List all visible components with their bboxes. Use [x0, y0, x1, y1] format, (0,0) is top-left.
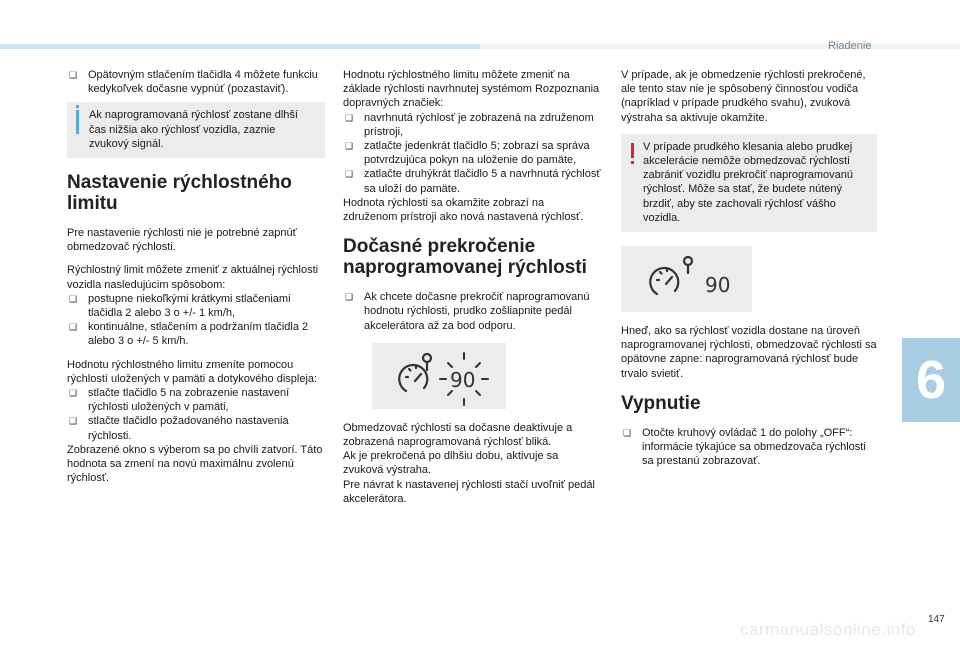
paragraph: Hneď, ako sa rýchlosť vozidla dostane na úroveň naprogramovanej rýchlosti, obmedzovač rýchlosti sa opätovne zapne: naprogramovaná rýchlosť bude trvalo svietiť. — [621, 325, 877, 380]
bullet-item: ❑ kontinuálne, stlačením a podržaním tlačidla 2 alebo 3 o +/- 5 km/h. — [67, 320, 325, 348]
bullet-item: ❑ Otočte kruhový ovládač 1 do polohy „OFF“: informácie týkajúce sa obmedzovača rýchlosti sa prestanú zobrazovať. — [621, 426, 877, 469]
figure-speed-value: 90 — [705, 273, 731, 298]
info-icon — [76, 105, 79, 108]
bullet-item: ❑ zatlačte jedenkrát tlačidlo 5; zobrazí sa správa potvrdzujúca pokyn na uloženie do pamäte, — [343, 139, 601, 167]
header-bar-right — [480, 44, 960, 49]
warning-icon — [631, 143, 634, 158]
info-note — [67, 102, 325, 158]
paragraph: Zobrazené okno s výberom sa po chvíli zatvorí. Táto hodnota sa zmení na novú maximálnu zvolenú rýchlosť. — [67, 443, 323, 485]
column-2 — [343, 68, 601, 515]
paragraph: Pre návrat k nastavenej rýchlosti stačí uvoľniť pedál akcelerátora. — [343, 478, 595, 505]
bullet-item: ❑ stlačte tlačidlo 5 na zobrazenie nastavení rýchlosti uložených v pamäti, — [67, 386, 325, 414]
speed-limiter-icon — [372, 343, 506, 409]
figure-speed-limiter-steady — [621, 246, 752, 312]
paragraph: Hodnotu rýchlostného limitu zmeníte pomocou rýchlostí uložených v pamäti a dotykového displeja: — [67, 358, 318, 385]
bullet-item: ❑ stlačte tlačidlo požadovaného nastavenia rýchlosti. — [67, 414, 325, 442]
bullet-item: ❑ postupne niekoľkými krátkymi stlačeniami tlačidla 2 alebo 3 o +/- 1 km/h, — [67, 292, 325, 320]
chapter-title: Riadenie — [828, 40, 872, 52]
bullet-item: ❑ navrhnutá rýchlosť je zobrazená na združenom prístroji, — [343, 111, 601, 139]
warning-note — [621, 134, 877, 232]
figure-speed-value: 90 — [450, 367, 476, 392]
watermark: carmanualsonline.info — [740, 620, 916, 639]
paragraph: Ak je prekročená po dlhšiu dobu, aktivuje sa zvuková výstraha. — [343, 450, 559, 477]
column-1 — [67, 68, 325, 494]
column-3 — [621, 68, 877, 468]
page-number: 147 — [928, 614, 945, 625]
paragraph: Hodnotu rýchlostného limitu môžete zmeniť na základe rýchlosti navrhnutej systémom Rozpoznania dopravných značiek: — [343, 69, 600, 110]
info-note-text: Ak naprogramovaná rýchlosť zostane dlhší čas nižšia ako rýchlosť vozidla, zaznie zvukový signál. — [89, 109, 298, 150]
header-bar — [0, 44, 480, 49]
paragraph: V prípade, ak je obmedzenie rýchlosti prekročené, ale tento stav nie je spôsobený činnosťou vodiča (napríklad v prípade prudkého svahu), zvuková výstraha sa aktivuje okamžite. — [621, 69, 866, 124]
paragraph: Obmedzovač rýchlosti sa dočasne deaktivuje a zobrazená naprogramovaná rýchlosť bliká. — [343, 421, 573, 449]
bullet-item: ❑ zatlačte druhýkrát tlačidlo 5 a navrhnutá rýchlosť sa uloží do pamäte. — [343, 167, 601, 195]
speed-limiter-icon — [621, 246, 752, 312]
section-heading-setting: Nastavenie rýchlostného limitu — [67, 172, 292, 215]
figure-speed-limiter-blinking — [372, 343, 506, 409]
info-icon-bar — [76, 110, 79, 134]
paragraph: Pre nastavenie rýchlosti nie je potrebné zapnúť obmedzovač rýchlosti. — [67, 227, 297, 254]
bullet-item: ❑ Opätovným stlačením tlačidla 4 môžete funkciu kedykoľvek dočasne vypnúť (pozastaviť). — [67, 68, 325, 96]
chapter-number-tab: 6 — [902, 338, 960, 422]
warning-note-text: V prípade prudkého klesania alebo prudkej akcelerácie nemôže obmedzovač rýchlosti zabrániť vozidlu prekročiť naprogramovanú rýchlosť. Môže sa stať, že budete nútený brzdiť, aby ste zachovali rýchlosť vášho vozidla. — [643, 140, 854, 224]
section-heading-exceed: Dočasné prekročenie naprogramovanej rýchlosti — [343, 236, 587, 279]
paragraph: Rýchlostný limit môžete zmeniť z aktuálnej rýchlosti vozidla nasledujúcim spôsobom: — [67, 264, 319, 291]
bullet-item: ❑ Ak chcete dočasne prekročiť naprogramovanú hodnotu rýchlosti, prudko zošliapnite pedál akcelerátora až za bod odporu. — [343, 290, 601, 333]
warning-icon-dot — [631, 161, 634, 164]
paragraph: Hodnota rýchlosti sa okamžite zobrazí na združenom prístroji ako nová nastavená rýchlosť. — [343, 196, 584, 224]
section-heading-off: Vypnutie — [621, 392, 701, 414]
